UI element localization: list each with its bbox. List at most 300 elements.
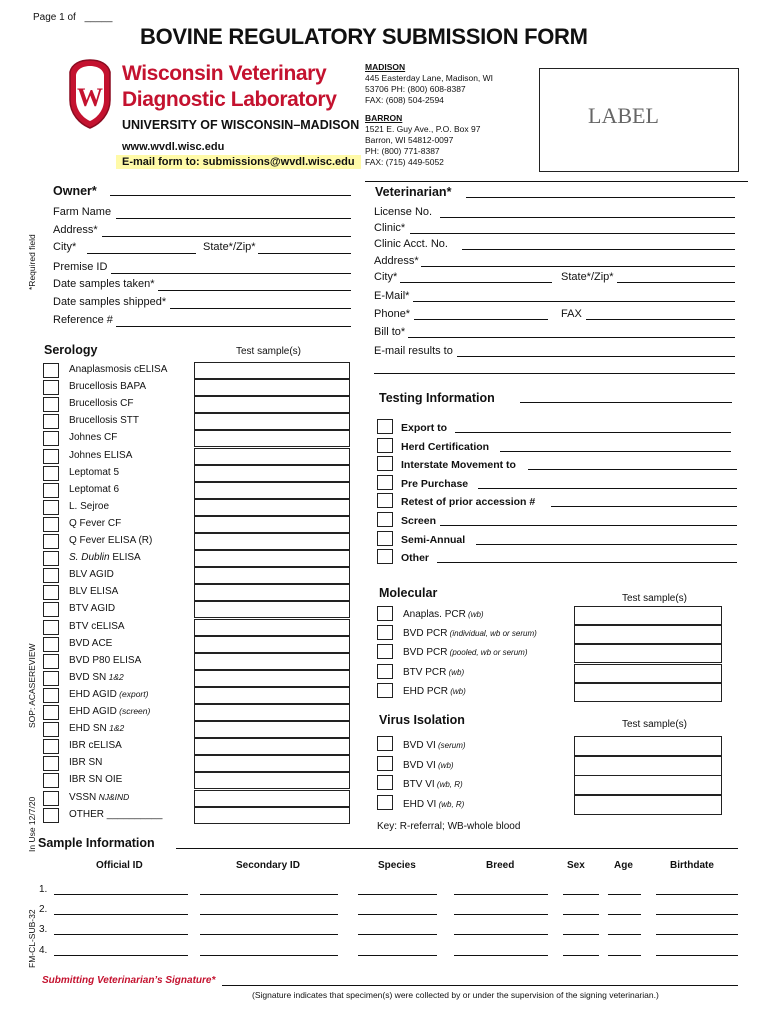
test-name: Anaplas. PCR [403, 609, 466, 620]
molecular-checkbox[interactable] [377, 625, 393, 640]
testing-title-text: Testing Information [379, 391, 495, 405]
molecular-checkbox[interactable] [377, 606, 393, 621]
test-name: BVD P80 ELISA [69, 655, 142, 666]
vet-state-zip-label: State*/Zip* [561, 271, 614, 283]
serology-checkbox[interactable] [43, 756, 59, 771]
testing-herd-certification-checkbox[interactable] [377, 438, 393, 453]
column-sex: Sex [567, 860, 585, 871]
serology-sample-field[interactable] [194, 567, 350, 584]
sop-note: SOP: ACASEREVIEW [27, 643, 37, 728]
serology-checkbox[interactable] [43, 414, 59, 429]
sample-info-line[interactable] [176, 848, 738, 849]
sample-birthdate-field[interactable] [656, 934, 738, 935]
owner-city-label: City* [53, 241, 77, 253]
testing-export-to-checkbox[interactable] [377, 419, 393, 434]
serology-test-label [69, 518, 121, 529]
virus-sample-field[interactable] [574, 795, 722, 815]
sample-age-field[interactable] [608, 955, 641, 956]
molecular-checkbox[interactable] [377, 664, 393, 679]
virus-checkbox[interactable] [377, 756, 393, 771]
sample-age-field[interactable] [608, 914, 641, 915]
serology-checkbox[interactable] [43, 551, 59, 566]
test-name: IBR SN OIE [69, 774, 123, 785]
sample-row-number: 1. [39, 884, 48, 895]
serology-title: Serology [44, 343, 98, 357]
form-title: BOVINE REGULATORY SUBMISSION FORM [140, 24, 588, 49]
test-suffix: (wb) [448, 687, 466, 696]
molecular-column-header: Test sample(s) [622, 593, 688, 604]
test-suffix: (wb, R) [436, 800, 465, 809]
serology-sample-field[interactable] [194, 670, 350, 687]
required-note: *Required field [27, 234, 37, 290]
test-name: Anaplasmosis cELISA [69, 364, 168, 375]
serology-sample-field[interactable] [194, 584, 350, 601]
serology-sample-field[interactable] [194, 704, 350, 721]
vet-e-mail-results-to-label: E-mail results to [374, 345, 453, 357]
serology-test-label [69, 689, 148, 700]
test-name: EHD PCR [403, 686, 449, 697]
website: www.wvdl.wisc.edu [122, 141, 225, 153]
madison-address: 445 Easterday Lane, Madison, WI [365, 73, 494, 83]
vet-bill-to-field[interactable] [408, 337, 735, 338]
testing-interstate-movement-to-checkbox[interactable] [377, 456, 393, 471]
serology-checkbox[interactable] [43, 620, 59, 635]
serology-sample-field[interactable] [194, 721, 350, 738]
in-use-note: In Use 12/7/20 [27, 796, 37, 852]
serology-test-label [69, 809, 162, 820]
serology-checkbox[interactable] [43, 449, 59, 464]
serology-test-label [69, 432, 117, 443]
serology-sample-field[interactable] [194, 790, 350, 807]
vet-divider [365, 181, 748, 182]
serology-sample-field[interactable] [194, 619, 350, 636]
barron-location [365, 113, 480, 168]
testing-retest-of-prior-accession-field[interactable] [551, 506, 737, 507]
logo-line1: Wisconsin Veterinary [122, 62, 327, 85]
testing-export-to-field[interactable] [455, 432, 731, 433]
sample-sex-field[interactable] [563, 894, 599, 895]
testing-herd-certification-label: Herd Certification [401, 441, 490, 453]
test-name: S. Dublin [69, 552, 110, 563]
testing-interstate-movement-to-label: Interstate Movement to [401, 459, 516, 471]
page-label: Page 1 of [33, 12, 76, 23]
test-name: BVD PCR [403, 647, 448, 658]
testing-semi-annual-field[interactable] [476, 544, 737, 545]
column-birthdate: Birthdate [670, 860, 714, 871]
owner-title: Owner* [53, 184, 97, 198]
vet-title: Veterinarian* [375, 185, 452, 199]
virus-test-label [403, 740, 466, 751]
sample-secondary-id-field[interactable] [200, 955, 338, 956]
vet-bill-to-label: Bill to* [374, 326, 406, 338]
serology-test-label [69, 501, 109, 512]
logo-university: UNIVERSITY OF WISCONSIN–MADISON [122, 118, 360, 132]
vet-clinic-field[interactable] [410, 233, 735, 234]
test-suffix: (serum) [435, 741, 466, 750]
test-name: Johnes ELISA [69, 450, 133, 461]
madison-fax: FAX: (608) 504-2594 [365, 95, 444, 105]
vet-fax-label: FAX [561, 308, 582, 320]
testing-screen-field[interactable] [440, 525, 737, 526]
owner-farm-name-field[interactable] [116, 218, 351, 219]
owner-date-samples-shipped-field[interactable] [170, 308, 351, 309]
testing-pre-purchase-label: Pre Purchase [401, 478, 469, 490]
serology-sample-field[interactable] [194, 807, 350, 824]
sample-sex-field[interactable] [563, 934, 599, 935]
serology-test-label [69, 757, 102, 768]
vet-e-mail-field[interactable] [413, 301, 735, 302]
signature-line[interactable] [222, 985, 738, 986]
serology-sample-field[interactable] [194, 379, 350, 396]
vet-phone-field[interactable] [414, 319, 548, 320]
serology-test-label [69, 621, 125, 632]
serology-checkbox[interactable] [43, 705, 59, 720]
testing-interstate-movement-to-field[interactable] [528, 469, 737, 470]
serology-test-label [69, 740, 122, 751]
serology-checkbox[interactable] [43, 380, 59, 395]
barron-phone: PH: (800) 771-8387 [365, 146, 440, 156]
sample-sex-field[interactable] [563, 914, 599, 915]
sample-birthdate-field[interactable] [656, 894, 738, 895]
testing-semi-annual-label: Semi-Annual [401, 534, 466, 546]
logo-line2: Diagnostic Laboratory [122, 88, 337, 111]
molecular-sample-field[interactable] [574, 625, 722, 644]
test-suffix: 1&2 [106, 672, 124, 682]
sample-breed-field[interactable] [454, 894, 548, 895]
sample-row-number: 3. [39, 924, 48, 935]
test-name: EHD AGID [69, 706, 117, 717]
molecular-sample-field[interactable] [574, 606, 722, 625]
vet-clinic-acct-no-label: Clinic Acct. No. [374, 238, 448, 250]
vet-email-results-field-2[interactable] [374, 373, 735, 374]
serology-checkbox[interactable] [43, 739, 59, 754]
serology-sample-field[interactable] [194, 499, 350, 516]
serology-checkbox[interactable] [43, 483, 59, 498]
label-box[interactable] [539, 68, 739, 172]
owner-city-field[interactable] [87, 253, 196, 254]
serology-checkbox[interactable] [43, 637, 59, 652]
serology-checkbox[interactable] [43, 808, 59, 823]
serology-checkbox[interactable] [43, 654, 59, 669]
serology-sample-field[interactable] [194, 413, 350, 430]
testing-other-label: Other [401, 552, 430, 564]
test-name: Brucellosis STT [69, 415, 140, 426]
sample-age-field[interactable] [608, 894, 641, 895]
test-suffix: __________ [104, 809, 163, 820]
serology-checkbox[interactable] [43, 671, 59, 686]
vet-license-no-field[interactable] [440, 217, 735, 218]
test-name: VSSN [69, 792, 97, 803]
testing-screen-label: Screen [401, 515, 437, 527]
serology-test-label [69, 398, 133, 409]
test-name: Johnes CF [69, 432, 118, 443]
uw-crest-logo [66, 58, 114, 130]
sample-row-number: 2. [39, 904, 48, 915]
testing-screen-checkbox[interactable] [377, 512, 393, 527]
vet-city-field[interactable] [400, 282, 552, 283]
column-official-id: Official ID [96, 860, 143, 871]
sample-info-title: Sample Information [38, 836, 155, 850]
serology-test-label [69, 364, 167, 375]
serology-checkbox[interactable] [43, 602, 59, 617]
owner-state-zip-field[interactable] [258, 253, 351, 254]
signature-label: Submitting Veterinarian’s Signature* [42, 975, 216, 986]
virus-test-label [403, 799, 464, 810]
serology-test-label [69, 672, 124, 683]
testing-other-checkbox[interactable] [377, 549, 393, 564]
vet-address-label: Address* [374, 255, 419, 267]
virus-checkbox[interactable] [377, 795, 393, 810]
serology-checkbox[interactable] [43, 688, 59, 703]
test-name: BTV cELISA [69, 621, 125, 632]
test-suffix: (pooled, wb or serum) [447, 648, 528, 657]
sample-species-field[interactable] [358, 955, 437, 956]
owner-date-samples-taken-field[interactable] [158, 290, 351, 291]
owner-address-field[interactable] [102, 236, 351, 237]
virus-checkbox[interactable] [377, 736, 393, 751]
label-text: LABEL [588, 103, 659, 128]
serology-sample-field[interactable] [194, 482, 350, 499]
testing-info-title [379, 391, 495, 405]
test-name: BVD SN [69, 672, 107, 683]
serology-test-label [69, 723, 124, 734]
serology-sample-field[interactable] [194, 533, 350, 550]
virus-sample-field[interactable] [574, 775, 722, 795]
sample-official-id-field[interactable] [54, 894, 188, 895]
molecular-test-label [403, 609, 484, 620]
molecular-checkbox[interactable] [377, 683, 393, 698]
sample-breed-field[interactable] [454, 934, 548, 935]
test-name: OTHER [69, 809, 104, 820]
test-suffix: (wb) [446, 668, 465, 677]
testing-pre-purchase-checkbox[interactable] [377, 475, 393, 490]
crest-letter: W [77, 83, 103, 112]
vet-license-no-label: License No. [374, 206, 433, 218]
serology-checkbox[interactable] [43, 585, 59, 600]
sample-official-id-field[interactable] [54, 914, 188, 915]
serology-test-label [69, 552, 141, 563]
owner-farm-name-label: Farm Name [53, 206, 112, 218]
sample-species-field[interactable] [358, 934, 437, 935]
serology-checkbox[interactable] [43, 431, 59, 446]
molecular-sample-field[interactable] [574, 683, 722, 702]
vet-e-mail-results-to-field[interactable] [457, 356, 735, 357]
serology-test-label [69, 638, 112, 649]
barron-city: Barron, WI 54812-0097 [365, 135, 454, 145]
test-suffix: NJ&IND [96, 792, 130, 802]
test-name: BVD ACE [69, 638, 113, 649]
form-code: FM-CL-SUB-32 [27, 909, 37, 968]
owner-premise-id-field[interactable] [111, 273, 351, 274]
serology-sample-field[interactable] [194, 755, 350, 772]
vet-name-line[interactable] [466, 197, 735, 198]
testing-retest-of-prior-accession-checkbox[interactable] [377, 493, 393, 508]
test-name: EHD AGID [69, 689, 117, 700]
sample-secondary-id-field[interactable] [200, 894, 338, 895]
serology-sample-field[interactable] [194, 396, 350, 413]
serology-test-label [69, 467, 119, 478]
serology-sample-field[interactable] [194, 687, 350, 704]
test-name: Leptomat 6 [69, 484, 120, 495]
serology-checkbox[interactable] [43, 363, 59, 378]
madison-phone: 53706 PH: (800) 608-8387 [365, 84, 466, 94]
owner-state-zip-label: State*/Zip* [203, 241, 256, 253]
sample-species-field[interactable] [358, 914, 437, 915]
serology-checkbox[interactable] [43, 500, 59, 515]
vet-clinic-label: Clinic* [374, 222, 406, 234]
sample-birthdate-field[interactable] [656, 914, 738, 915]
sample-secondary-id-field[interactable] [200, 914, 338, 915]
serology-test-label [69, 450, 132, 461]
barron-address: 1521 E. Guy Ave., P.O. Box 97 [365, 124, 481, 134]
serology-test-label [69, 484, 119, 495]
page-number [33, 12, 112, 23]
serology-sample-field[interactable] [194, 601, 350, 618]
test-name: Brucellosis CF [69, 398, 134, 409]
molecular-test-label [403, 628, 537, 639]
testing-herd-certification-field[interactable] [500, 451, 731, 452]
serology-column-header: Test sample(s) [236, 346, 302, 357]
owner-reference-field[interactable] [116, 326, 351, 327]
virus-sample-field[interactable] [574, 756, 722, 776]
serology-sample-field[interactable] [194, 430, 350, 447]
testing-info-line[interactable] [520, 402, 732, 403]
serology-sample-field[interactable] [194, 738, 350, 755]
vet-phone-label: Phone* [374, 308, 411, 320]
serology-checkbox[interactable] [43, 534, 59, 549]
testing-other-field[interactable] [437, 562, 737, 563]
test-suffix: (individual, wb or serum) [447, 629, 537, 638]
serology-test-label [69, 774, 122, 785]
serology-checkbox[interactable] [43, 722, 59, 737]
column-breed: Breed [486, 860, 515, 871]
virus-test-label [403, 779, 463, 790]
test-name: BTV VI [403, 779, 435, 790]
serology-test-label [69, 792, 129, 803]
molecular-title: Molecular [379, 586, 438, 600]
serology-sample-field[interactable] [194, 772, 350, 789]
test-name: BLV ELISA [69, 586, 119, 597]
owner-name-line[interactable] [110, 195, 351, 196]
serology-test-label [69, 603, 115, 614]
molecular-sample-field[interactable] [574, 644, 722, 663]
serology-test-label [69, 535, 152, 546]
serology-checkbox[interactable] [43, 568, 59, 583]
madison-location [365, 62, 493, 106]
sample-breed-field[interactable] [454, 955, 548, 956]
test-name: Leptomat 5 [69, 467, 120, 478]
sample-official-id-field[interactable] [54, 934, 188, 935]
test-name: EHD SN [69, 723, 107, 734]
molecular-checkbox[interactable] [377, 644, 393, 659]
page-total-blank: _____ [84, 12, 113, 23]
owner-date-samples-shipped-label: Date samples shipped* [53, 296, 167, 308]
virus-isolation-title: Virus Isolation [379, 713, 465, 727]
serology-checkbox[interactable] [43, 397, 59, 412]
test-suffix: (wb, R) [434, 780, 463, 789]
molecular-test-label [403, 686, 466, 697]
serology-sample-field[interactable] [194, 636, 350, 653]
serology-test-label [69, 569, 114, 580]
vet-state-zip-field[interactable] [617, 282, 735, 283]
sample-age-field[interactable] [608, 934, 641, 935]
column-secondary-id: Secondary ID [236, 860, 300, 871]
serology-test-label [69, 381, 146, 392]
column-age: Age [614, 860, 633, 871]
test-suffix: ELISA [109, 552, 141, 563]
sample-sex-field[interactable] [563, 955, 599, 956]
test-name: BLV AGID [69, 569, 114, 580]
test-name: Brucellosis BAPA [69, 381, 147, 392]
test-name: L. Sejroe [69, 501, 110, 512]
serology-sample-field[interactable] [194, 465, 350, 482]
serology-sample-field[interactable] [194, 516, 350, 533]
testing-retest-of-prior-accession-label: Retest of prior accession # [401, 496, 536, 508]
test-suffix: 1&2 [106, 723, 125, 733]
serology-test-label [69, 706, 150, 717]
serology-checkbox[interactable] [43, 791, 59, 806]
test-name: BVD PCR [403, 628, 448, 639]
specimen-key: Key: R-referral; WB-whole blood [377, 821, 521, 832]
owner-premise-id-label: Premise ID [53, 261, 108, 273]
sample-row-number: 4. [39, 945, 48, 956]
serology-checkbox[interactable] [43, 517, 59, 532]
test-name: BTV PCR [403, 667, 447, 678]
test-suffix: (wb) [465, 610, 484, 619]
vet-e-mail-label: E-Mail* [374, 290, 410, 302]
virus-sample-field[interactable] [574, 736, 722, 756]
vet-fax-field[interactable] [586, 319, 735, 320]
virus-checkbox[interactable] [377, 775, 393, 790]
test-name: IBR cELISA [69, 740, 122, 751]
serology-sample-field[interactable] [194, 550, 350, 567]
test-name: Q Fever ELISA (R) [69, 535, 153, 546]
virus-test-label [403, 760, 454, 771]
vet-city-label: City* [374, 271, 398, 283]
sample-breed-field[interactable] [454, 914, 548, 915]
serology-checkbox[interactable] [43, 773, 59, 788]
vet-clinic-acct-no-field[interactable] [462, 249, 735, 250]
molecular-sample-field[interactable] [574, 664, 722, 683]
virus-column-header: Test sample(s) [622, 719, 688, 730]
test-suffix: (screen) [116, 706, 151, 716]
test-suffix: (wb) [435, 761, 454, 770]
sample-official-id-field[interactable] [54, 955, 188, 956]
vet-address-field[interactable] [421, 266, 735, 267]
serology-sample-field[interactable] [194, 653, 350, 670]
test-name: Q Fever CF [69, 518, 122, 529]
owner-reference-label: Reference # [53, 314, 113, 326]
serology-sample-field[interactable] [194, 448, 350, 465]
test-name: IBR SN [69, 757, 103, 768]
sample-species-field[interactable] [358, 894, 437, 895]
sample-birthdate-field[interactable] [656, 955, 738, 956]
column-species: Species [378, 860, 416, 871]
serology-checkbox[interactable] [43, 466, 59, 481]
testing-semi-annual-checkbox[interactable] [377, 531, 393, 546]
sample-secondary-id-field[interactable] [200, 934, 338, 935]
test-name: BTV AGID [69, 603, 116, 614]
barron-fax: FAX: (715) 449-5052 [365, 157, 444, 167]
serology-sample-field[interactable] [194, 362, 350, 379]
submission-email: E-mail form to: submissions@wvdl.wisc.edu [116, 155, 361, 169]
owner-address-label: Address* [53, 224, 98, 236]
test-suffix: (export) [116, 689, 149, 699]
barron-name: BARRON [365, 113, 403, 123]
serology-test-label [69, 655, 141, 666]
testing-pre-purchase-field[interactable] [478, 488, 737, 489]
madison-name: MADISON [365, 62, 406, 72]
